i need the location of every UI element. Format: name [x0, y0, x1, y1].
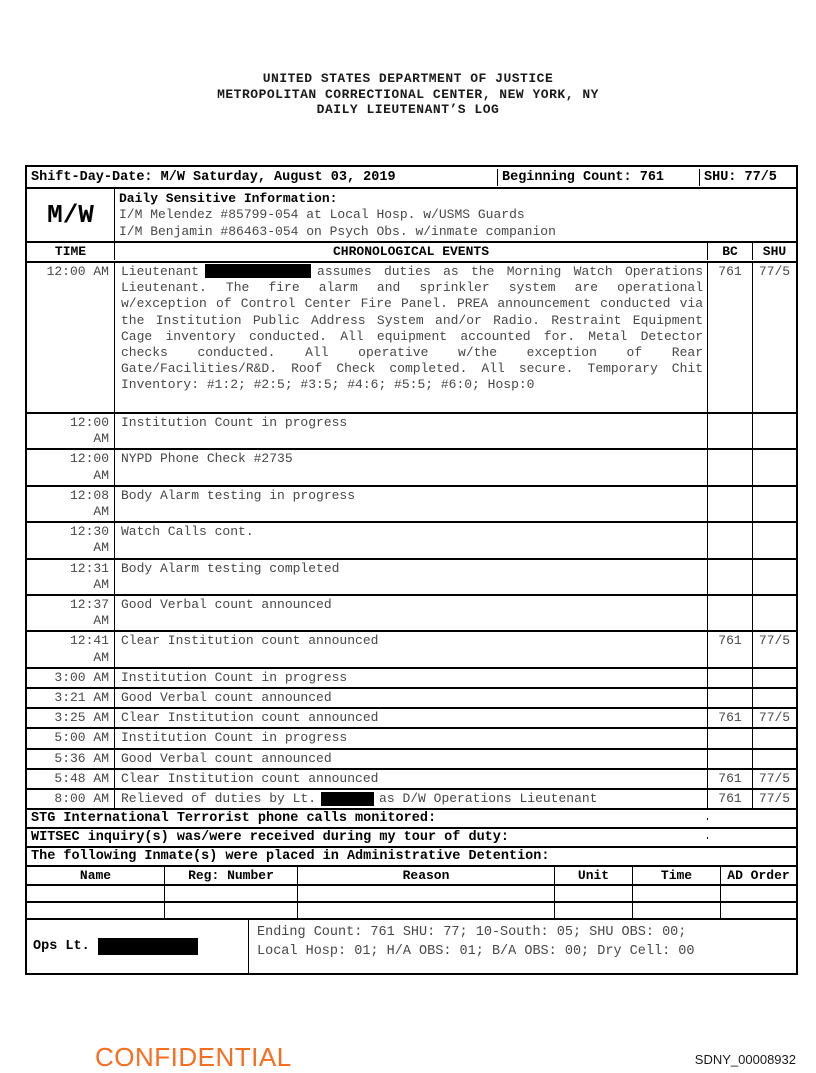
bates-number: SDNY_00008932: [694, 1052, 796, 1067]
time-hour: 12:31: [69, 560, 109, 576]
event-text-suffix: assumes duties as the Morning Watch Operations Lieutenant. The fire alarm and sprinkler system are operational w/exception of Control Center Fire Panel. PREA announcement conducted via the Institution Public Address System and/or Radio. Restraint Equipment Cage inventory conducted. All equipment accounted for. Metal Detector checks conducted. All operative w/the exception of Rear Gate/Facilities/R&D. Roof Check completed. All secure. Temporary Chit Inventory: #1:2; #2:5; #3:5; #4:6; #5:5; #6:0; Hosp:0: [121, 263, 703, 393]
log-row: [27, 768, 796, 788]
event-cell: Watch Calls cont.: [121, 524, 254, 540]
time-cell: [27, 560, 115, 594]
time-cell: [27, 414, 115, 448]
event-cell: Clear Institution count announced: [121, 710, 379, 726]
event-cell: Body Alarm testing completed: [121, 560, 340, 576]
time-hour: 12:00: [69, 414, 109, 430]
log-row: [27, 521, 796, 557]
redaction-box: [205, 264, 311, 278]
time-cell: [27, 450, 115, 484]
sensitive-info-title: Daily Sensitive Information:: [119, 191, 338, 206]
log-row: [27, 261, 796, 412]
confidential-stamp: CONFIDENTIAL: [95, 1042, 292, 1072]
ad-title: The following Inmate(s) were placed in Administrative Detention:: [31, 849, 550, 865]
ad-col-reg-number: Reg: Number: [164, 867, 297, 884]
shu-cell: [752, 596, 796, 630]
ad-cell: [297, 903, 554, 918]
ad-empty-row: [27, 901, 796, 918]
shu-cell: [752, 750, 796, 768]
event-cell: Clear Institution count announced: [121, 770, 379, 786]
shift-row: [27, 167, 796, 187]
bc-cell: [707, 414, 752, 448]
bc-cell: 761: [707, 632, 752, 666]
log-row: [27, 594, 796, 630]
time-cell: 3:25 AM: [27, 709, 115, 727]
ad-cell: [27, 886, 164, 901]
stg-label: STG International Terrorist phone calls monitored:: [31, 811, 437, 827]
log-row: [27, 788, 796, 808]
stg-row: [27, 808, 796, 827]
col-header-events: CHRONOLOGICAL EVENTS: [332, 244, 490, 260]
watch-code: M/W: [27, 189, 115, 241]
ad-cell: [720, 903, 796, 918]
event-cell: NYPD Phone Check #2735: [121, 451, 293, 467]
log-row: [27, 687, 796, 707]
witsec-row: [27, 827, 796, 846]
event-cell: Good Verbal count announced: [121, 689, 332, 705]
ops-row: [27, 918, 796, 973]
time-meridiem: AM: [93, 431, 109, 447]
ad-cell: [164, 886, 297, 901]
time-cell: 3:21 AM: [27, 689, 115, 707]
ad-col-unit: Unit: [554, 867, 632, 884]
ad-title-row: [27, 846, 796, 865]
event-cell: Institution Count in progress: [121, 730, 348, 746]
time-meridiem: AM: [93, 540, 109, 556]
time-hour: 12:00: [69, 451, 109, 467]
log-row: [27, 412, 796, 448]
letterhead-line-3: DAILY LIEUTENANT’S LOG: [316, 102, 500, 117]
witsec-answer-cell: [707, 837, 796, 839]
sensitive-info: [115, 189, 796, 241]
col-header-shu: SHU: [752, 243, 796, 260]
shu-cell: 77/5: [752, 770, 796, 788]
event-cell: [115, 790, 707, 808]
log-row: [27, 727, 796, 747]
bc-cell: [707, 689, 752, 707]
event-cell: Institution Count in progress: [121, 414, 348, 430]
time-meridiem: AM: [93, 649, 109, 665]
shift-day-date: Shift-Day-Date: M/W Saturday, August 03, 2019: [31, 169, 396, 185]
ad-col-reason: Reason: [297, 867, 554, 884]
time-cell: 5:48 AM: [27, 770, 115, 788]
ops-label: Ops Lt.: [33, 939, 90, 955]
bc-cell: [707, 523, 752, 557]
redaction-box: [98, 938, 198, 955]
ad-cell: [720, 886, 796, 901]
log-row: [27, 630, 796, 666]
bc-cell: [707, 750, 752, 768]
ad-col-time: Time: [632, 867, 720, 884]
event-text-prefix: Lieutenant: [121, 263, 200, 279]
log-row: [27, 667, 796, 687]
ad-col-name: Name: [79, 868, 112, 884]
time-hour: 12:30: [69, 524, 109, 540]
redaction-box: [321, 792, 374, 806]
shu-cell: 77/5: [752, 709, 796, 727]
bc-cell: [707, 450, 752, 484]
ad-cell: [297, 886, 554, 901]
time-cell: 8:00 AM: [27, 790, 115, 808]
time-cell: 12:00 AM: [27, 263, 115, 412]
time-cell: [27, 632, 115, 666]
shu-cell: [752, 669, 796, 687]
col-header-time: TIME: [27, 243, 115, 260]
time-meridiem: AM: [93, 613, 109, 629]
shu-cell: [752, 523, 796, 557]
ad-cell: [164, 903, 297, 918]
time-hour: 12:37: [69, 596, 109, 612]
letterhead-line-1: UNITED STATES DEPARTMENT OF JUSTICE: [262, 71, 554, 86]
event-text-prefix: Relieved of duties by Lt.: [121, 790, 317, 806]
event-cell: Clear Institution count announced: [121, 633, 379, 649]
shu-cell: [752, 450, 796, 484]
time-cell: [27, 487, 115, 521]
time-meridiem: AM: [93, 576, 109, 592]
event-cell: Institution Count in progress: [121, 669, 348, 685]
sensitive-info-line-1: I/M Melendez #85799-054 at Local Hosp. w/USMS Guards: [119, 207, 525, 223]
shu-cell: [752, 487, 796, 521]
time-cell: [27, 523, 115, 557]
ending-count: [249, 920, 796, 973]
bc-cell: 761: [707, 709, 752, 727]
shu-cell: [752, 689, 796, 707]
col-header-bc: BC: [707, 243, 752, 260]
time-cell: 5:36 AM: [27, 750, 115, 768]
shu-cell: [752, 560, 796, 594]
stg-answer-cell: [707, 818, 796, 820]
shu-cell: 77/5: [752, 790, 796, 808]
ending-count-line-1: Ending Count: 761 SHU: 77; 10-South: 05; SHU OBS: 00;: [257, 925, 687, 941]
ad-cell: [632, 903, 720, 918]
time-hour: 12:08: [69, 487, 109, 503]
time-cell: 3:00 AM: [27, 669, 115, 687]
sensitive-info-row: [27, 187, 796, 241]
bc-cell: [707, 669, 752, 687]
bc-cell: 761: [707, 790, 752, 808]
log-row: [27, 558, 796, 594]
ad-cell: [554, 886, 632, 901]
ad-cell: [27, 903, 164, 918]
log-row: [27, 748, 796, 768]
event-cell: Body Alarm testing in progress: [121, 487, 356, 503]
time-hour: 12:41: [69, 633, 109, 649]
event-text-suffix: as D/W Operations Lieutenant: [379, 790, 598, 806]
ops-signature: [27, 920, 249, 973]
shu-cell: 77/5: [752, 263, 796, 412]
ad-col-ad-order: AD Order: [720, 867, 796, 884]
witsec-label: WITSEC inquiry(s) was/were received during my tour of duty:: [31, 830, 509, 846]
bc-cell: 761: [707, 263, 752, 412]
event-cell: [115, 263, 707, 412]
time-cell: 5:00 AM: [27, 729, 115, 747]
letterhead-line-2: METROPOLITAN CORRECTIONAL CENTER, NEW YORK, NY: [217, 86, 599, 102]
ad-header-row: [27, 865, 796, 884]
time-meridiem: AM: [93, 467, 109, 483]
log-form: [25, 165, 798, 975]
beginning-count: Beginning Count: 761: [497, 169, 699, 186]
bc-cell: [707, 596, 752, 630]
event-cell: Good Verbal count announced: [121, 596, 332, 612]
ad-cell: [632, 886, 720, 901]
bc-cell: [707, 560, 752, 594]
shu-cell: [752, 414, 796, 448]
time-meridiem: AM: [93, 503, 109, 519]
log-row: [27, 707, 796, 727]
shu-count: SHU: 77/5: [699, 169, 796, 186]
bc-cell: 761: [707, 770, 752, 788]
chrono-header-row: [27, 241, 796, 261]
bc-cell: [707, 487, 752, 521]
ad-empty-row: [27, 884, 796, 901]
log-row: [27, 448, 796, 484]
log-row: [27, 485, 796, 521]
event-cell: Good Verbal count announced: [121, 750, 332, 766]
ending-count-line-2: Local Hosp: 01; H/A OBS: 01; B/A OBS: 00; Dry Cell: 00: [257, 944, 695, 960]
bc-cell: [707, 729, 752, 747]
ad-cell: [554, 903, 632, 918]
sensitive-info-line-2: I/M Benjamin #86463-054 on Psych Obs. w/inmate companion: [119, 223, 556, 239]
shu-cell: [752, 729, 796, 747]
doc-letterhead: [0, 71, 816, 118]
shu-cell: 77/5: [752, 632, 796, 666]
time-cell: [27, 596, 115, 630]
